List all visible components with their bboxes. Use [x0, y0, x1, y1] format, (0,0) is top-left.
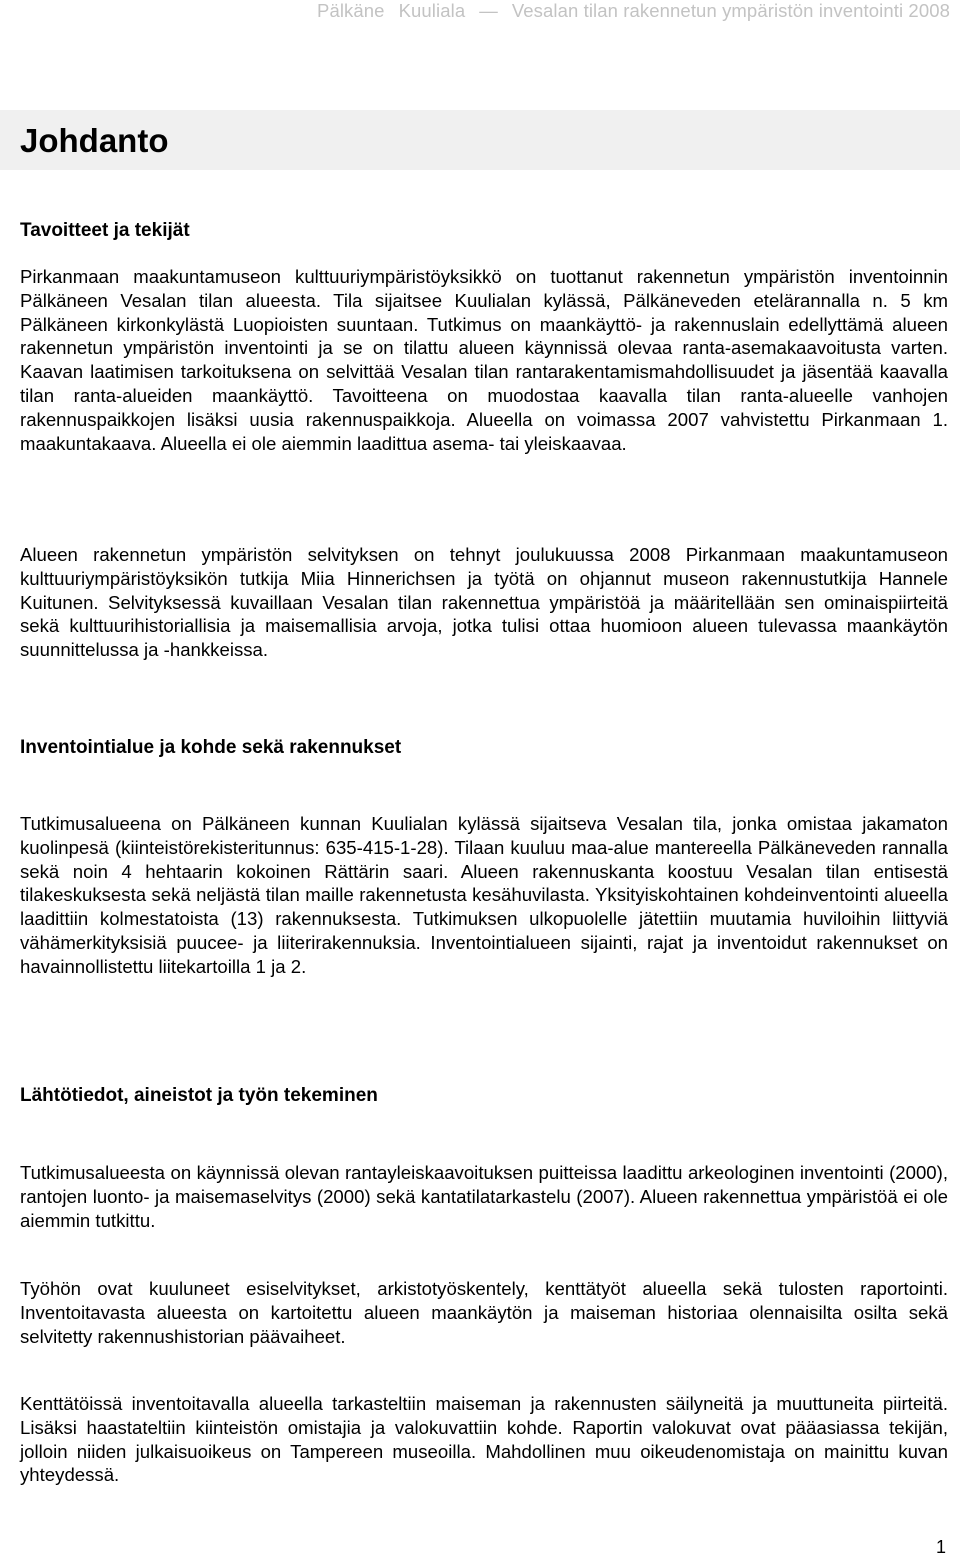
- page-number: 1: [935, 1537, 946, 1557]
- header-dash: —: [479, 0, 498, 21]
- section-lahtotiedot: [20, 1084, 948, 1108]
- paragraph-text: Alueen rakennetun ympäristön selvityksen on tehnyt joulukuussa 2008 Pirkanmaan maakuntamuseon kulttuuriympäristöyksikön tutkija Miia Hinnerichsen ja työtä on ohjannut museon rakennustutkija Hannele Kuitunen. Selvityksessä kuvaillaan Vesalan tilan rakennettua ympäristöä ja määritellään sen ominaispiirteitä sekä kulttuurihistoriallisia ja maisemallisia arvoja, jotka tulisi ottaa huomioon alueen tulevassa maankäytön suunnittelussa ja -hankkeissa.: [20, 544, 948, 661]
- header-village: Kuuliala: [398, 0, 466, 21]
- paragraph: [20, 1392, 948, 1487]
- paragraph: [20, 543, 948, 662]
- section-heading: Lähtötiedot, aineistot ja työn tekeminen: [20, 1085, 378, 1106]
- paragraph: [20, 1277, 948, 1348]
- paragraph-text: Työhön ovat kuuluneet esiselvitykset, arkistotyöskentely, kenttätyöt alueella sekä tulosten raportointi. Inventoitavasta alueesta on kartoitettu alueen maankäytön ja maiseman historiaa olennaisilta osilta sekä selvitetty rakennushistorian päävaiheet.: [20, 1278, 948, 1347]
- paragraph-text: Pirkanmaan maakuntamuseon kulttuuriympäristöyksikkö on tuottanut rakennetun ympäristön inventoinnin Pälkäneen Vesalan tilan alueesta. Tila sijaitsee Kuulialan kylässä, Pälkäneveden etelärannalla n. 5 km Pälkäneen kirkonkylästä Luopioisten suuntaan. Tutkimus on maankäyttö- ja rakennuslain edellyttämä alueen rakennetun ympäristön inventointi ja se on tilattu alueen käynnissä olevaa ranta-asemakaavoitusta varten. Kaavan laatimisen tarkoituksena on selvittää Vesalan tilan rantarakentamismahdollisuudet ja jäsentää kaavalla tilan ranta-alueiden maankäyttö. Tavoitteena on muodostaa kaavalla tilan ranta-alueelle vanhojen rakennuspaikkojen lisäksi uusia rakennuspaikkoja. Alueella on voimassa 2007 vahvistettu Pirkanmaan 1. maakuntakaava. Alueella ei ole aiemmin laadittua asema- tai yleiskaavaa.: [20, 266, 948, 454]
- header-report-title: Vesalan tilan rakennetun ympäristön inventointi 2008: [511, 0, 950, 21]
- section-heading: Tavoitteet ja tekijät: [20, 220, 190, 241]
- paragraph: [20, 265, 948, 455]
- paragraph-text: Tutkimusalueena on Pälkäneen kunnan Kuulialan kylässä sijaitseva Vesalan tila, jonka omistaa jakamaton kuolinpesä (kiinteistörekisteritunnus: 635-415-1-28). Tilaan kuuluu maa-alue mantereella Pälkäneveden rannalla sekä noin 4 hehtaarin kokoinen Rättärin saari. Alueen rakennuskanta koostuu Vesalan tilan entisestä tilakeskuksesta sekä neljästä tilan maille rakennetusta kesähuvilasta. Yksityiskohtainen kohdeinventointi alueella laadittiin kolmestatoista (13) rakennuksesta. Tutkimuksen ulkopuolelle jätettiin muutamia huviloihin liittyviä vähämerkityksisiä puucee- ja liiterirakennuksia. Inventointialueen sijainti, rajat ja inventoidut rakennukset on havainnollistettu liitekartoilla 1 ja 2.: [20, 813, 948, 977]
- paragraph: [20, 1161, 948, 1232]
- section-heading: Inventointialue ja kohde sekä rakennukset: [20, 737, 402, 758]
- header-municipality: Pälkäne: [317, 0, 385, 21]
- section-tavoitteet: [20, 219, 948, 243]
- section-inventointialue: [20, 736, 948, 760]
- paragraph: [20, 812, 948, 979]
- chapter-title: Johdanto: [20, 122, 169, 159]
- running-header: [317, 0, 950, 22]
- paragraph-text: Tutkimusalueesta on käynnissä olevan rantayleiskaavoituksen puitteissa laadittu arkeologinen inventointi (2000), rantojen luonto- ja maisemaselvitys (2000) sekä kantatilatarkastelu (2007). Alueen rakennettua ympäristöä ei ole aiemmin tutkittu.: [20, 1162, 948, 1231]
- paragraph-text: Kenttätöissä inventoitavalla alueella tarkasteltiin maiseman ja rakennusten säilyneitä ja muuttuneita piirteitä. Lisäksi haastateltiin kiinteistön omistajia ja valokuvattiin kohde. Raportin valokuvat ovat pääasiassa tekijän, jolloin niiden julkaisuoikeus on Tampereen museoilla. Mahdollinen muu oikeudenomistaja on mainittu kuvan yhteydessä.: [20, 1393, 948, 1486]
